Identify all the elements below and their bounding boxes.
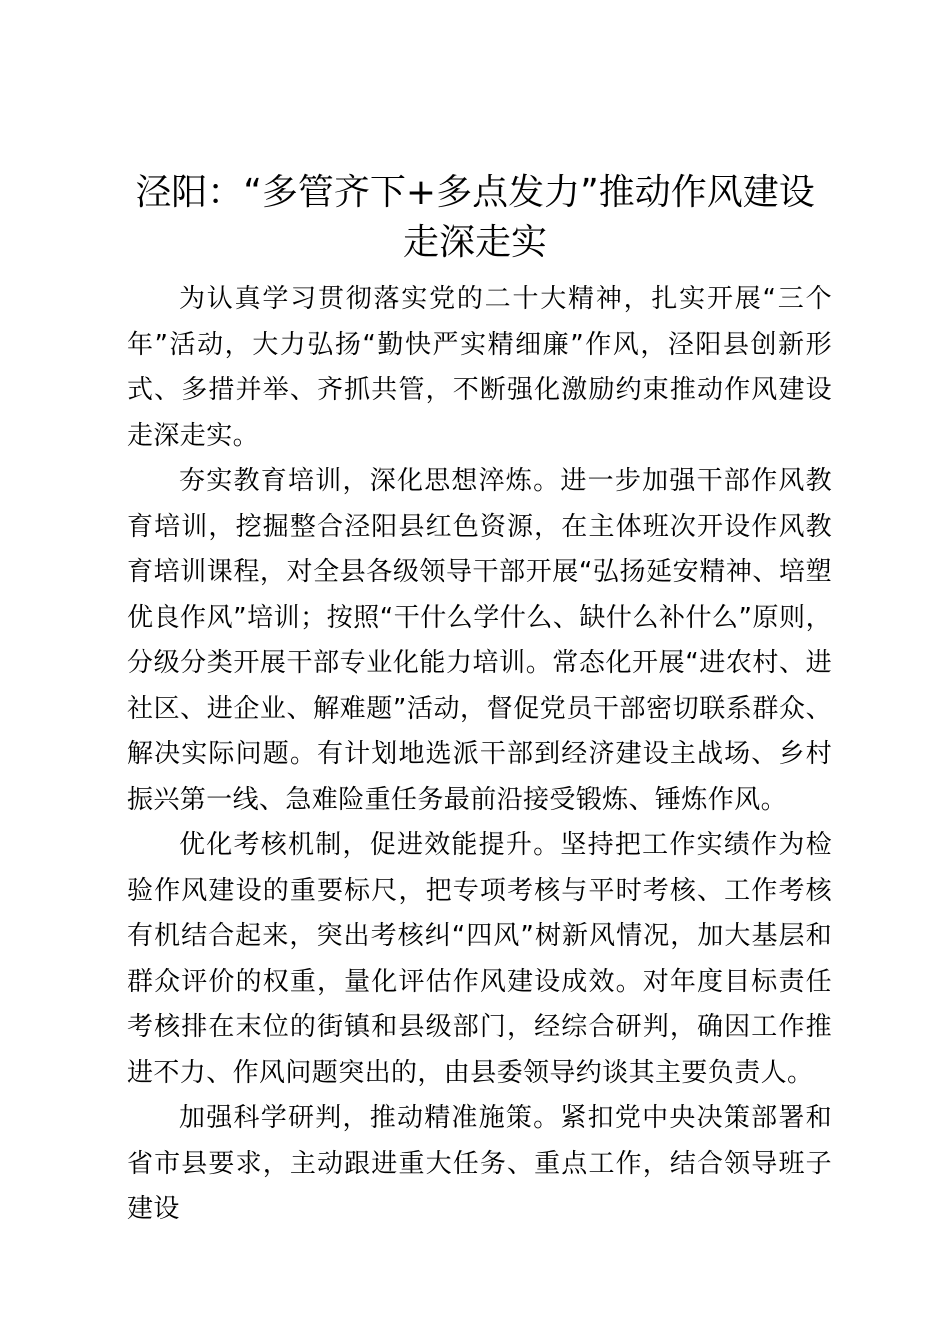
paragraph-intro: 为认真学习贯彻落实党的二十大精神，扎实开展“三个年”活动，大力弘扬“勤快严实精细廉”作风，泾阳县创新形式、多措并举、齐抓共管，不断强化激励约束推动作风建设走深走实。 bbox=[127, 284, 832, 451]
title-line-1: 泾阳：“多管齐下+多点发力”推动作风建设 bbox=[135, 172, 815, 213]
document-title bbox=[120, 168, 830, 268]
paragraph-assessment-mechanism: 优化考核机制，促进效能提升。坚持把工作实绩作为检验作风建设的重要标尺，把专项考核与平时考核、工作考核有机结合起来，突出考核纠“四风”树新风情况，加大基层和群众评价的权重，量化评估作风建设成效。对年度目标责任考核排在末位的街镇和县级部门，经综合研判，确因工作推进不力、作风问题突出的，由县委领导约谈其主要负责人。 bbox=[127, 830, 832, 1088]
paragraph-scientific-analysis: 加强科学研判，推动精准施策。紧扣党中央决策部署和省市县要求，主动跟进重大任务、重点工作，结合领导班子建设 bbox=[127, 1103, 832, 1224]
document-body bbox=[127, 277, 832, 1233]
title-line-2: 走深走实 bbox=[402, 222, 547, 263]
paragraph-education-training: 夯实教育培训，深化思想淬炼。进一步加强干部作风教育培训，挖掘整合泾阳县红色资源，在主体班次开设作风教育培训课程，对全县各级领导干部开展“弘扬延安精神、培塑优良作风”培训；按照“干什么学什么、缺什么补什么”原则，分级分类开展干部专业化能力培训。常态化开展“进农村、进社区、进企业、解难题”活动，督促党员干部密切联系群众、解决实际问题。有计划地选派干部到经济建设主战场、乡村振兴第一线、急难险重任务最前沿接受锻炼、锤炼作风。 bbox=[127, 466, 832, 815]
